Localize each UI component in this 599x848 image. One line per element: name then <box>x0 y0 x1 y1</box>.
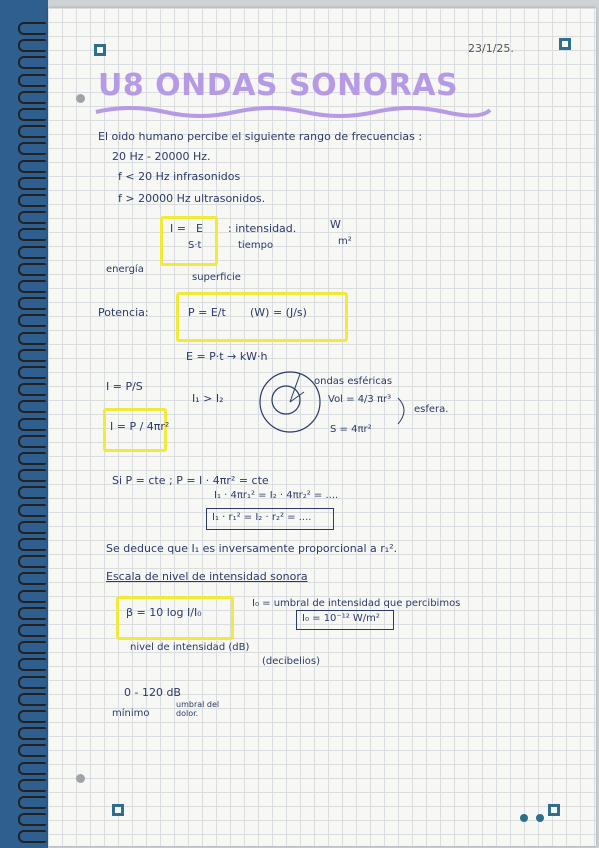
spherical-waves-label: ondas esféricas <box>314 376 393 387</box>
level-label: nivel de intensidad (dB) <box>130 642 250 653</box>
page-title: U8 ONDAS SONORAS <box>98 68 459 103</box>
spherical-intensity: I = P / 4πr² <box>110 420 170 433</box>
intensity-power-surface: I = P/S <box>106 380 143 393</box>
simplified-relation: I₁ · r₁² = I₂ · r₂² = .... <box>212 512 312 523</box>
intensity-symbol: I = <box>170 222 186 235</box>
watt-symbol: W <box>330 218 341 231</box>
deduction-line: Se deduce que I₁ es inversamente proporcional a r₁². <box>106 542 398 555</box>
threshold-value: I₀ = 10⁻¹² W/m² <box>302 613 380 624</box>
energy-symbol: E <box>196 222 203 235</box>
pain-threshold-label: umbral del dolor. <box>176 700 220 718</box>
beta-formula: β = 10 log I/I₀ <box>126 606 202 619</box>
power-label: Potencia: <box>98 306 149 319</box>
ultrasound-line: f > 20000 Hz ultrasonidos. <box>118 192 266 205</box>
intensity-relation: I₁ > I₂ <box>192 392 224 405</box>
constant-power: Si P = cte ; P = I · 4πr² = cte <box>112 474 269 487</box>
sphere-label: esfera. <box>414 404 449 415</box>
surface-label: superficie <box>192 272 241 283</box>
intensity-equation: I₁ · 4πr₁² = I₂ · 4πr₂² = .... <box>214 490 339 501</box>
surface-time: S·t <box>188 240 202 251</box>
frequency-range: 20 Hz - 20000 Hz. <box>112 150 211 163</box>
section-heading: Escala de nivel de intensidad sonora <box>106 570 308 583</box>
intro-line: El oido humano percibe el siguiente rango de frecuencias : <box>98 130 423 143</box>
decibels-label: (decibelios) <box>262 656 320 667</box>
time-label: tiempo <box>238 240 274 251</box>
infrasound-line: f < 20 Hz infrasonidos <box>118 170 241 183</box>
minimum-label: mínimo <box>112 708 150 719</box>
energy-label: energía <box>106 264 144 275</box>
date: 23/1/25. <box>468 42 514 55</box>
sphere-area: S = 4πr² <box>330 424 372 435</box>
power-units: (W) = (J/s) <box>250 306 307 319</box>
power-formula: P = E/t <box>188 306 226 319</box>
intensity-label: : intensidad. <box>228 222 297 235</box>
sphere-volume: Vol = 4/3 πr³ <box>328 394 392 405</box>
square-meter-symbol: m² <box>338 236 352 247</box>
db-range: 0 - 120 dB <box>124 686 181 699</box>
threshold-description: I₀ = umbral de intensidad que percibimos <box>252 598 461 609</box>
energy-formula: E = P·t → kW·h <box>186 350 268 363</box>
